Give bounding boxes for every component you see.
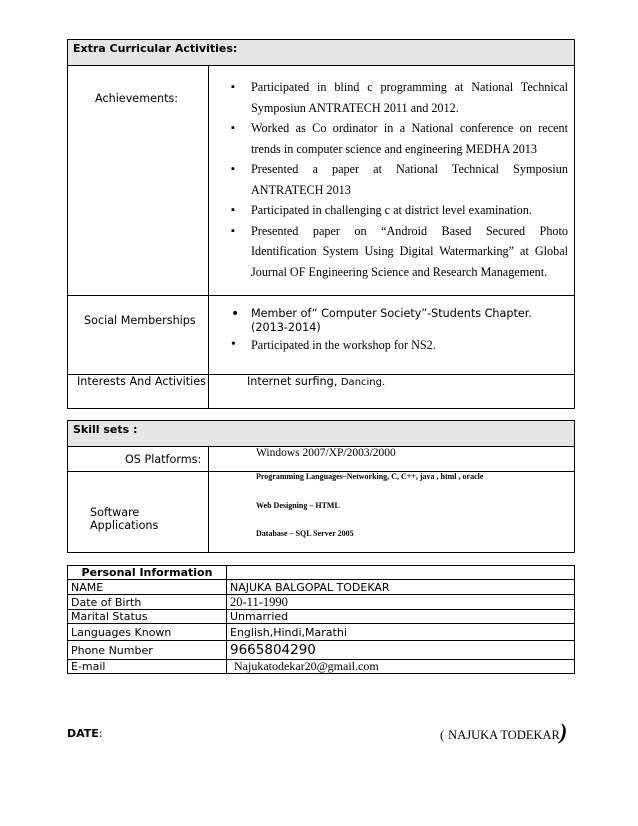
os-value-cell — [209, 447, 575, 472]
email-value[interactable]: Najukatodekar20@gmail.com — [227, 660, 575, 674]
interests-cell — [209, 375, 575, 409]
social-cell — [209, 296, 575, 375]
software-value-cell — [209, 472, 575, 553]
personal-info-heading-blank — [227, 566, 575, 580]
software-line: Web Designing – HTML — [256, 501, 340, 510]
signature-name: NAJUKA TODEKAR — [448, 728, 560, 742]
date-colon: : — [98, 727, 103, 740]
interests-text: Internet surfing, — [247, 375, 341, 388]
signature-close: ) — [559, 719, 568, 744]
software-line: Database – SQL Server 2005 — [256, 529, 354, 538]
software-label-cell — [68, 472, 209, 553]
os-label-cell — [68, 447, 209, 472]
personal-info-heading: Personal Information — [68, 566, 227, 580]
interests-label-cell — [68, 375, 209, 409]
achievement-item: ▪ Participated in challenging c at district level examination. — [209, 200, 574, 221]
achievements-label: Achievements: — [95, 92, 179, 105]
interests-text-2: Dancing. — [340, 377, 386, 388]
languages-value: English,Hindi,Marathi — [227, 624, 575, 641]
social-memberships-label: Social Memberships — [84, 314, 196, 327]
achievements-list — [209, 77, 574, 282]
os-platforms-value: Windows 2007/XP/2003/2000 — [256, 447, 396, 459]
achievements-label-cell — [68, 66, 209, 296]
personal-info-table — [67, 565, 575, 674]
name-value: NAJUKA BALGOPAL TODEKAR — [227, 580, 575, 595]
os-platforms-label: OS Platforms: — [125, 453, 202, 466]
software-line: Programming Languages–Networking, C, C++, java , html , oracle — [256, 472, 484, 481]
achievement-item: ▪ Presented paper on “Android Based Secured Photo Identification System Using Digital Watermarking” at Global Journal OF Engineering Science and Research Management. — [209, 221, 574, 283]
marital-status-value: Unmarried — [227, 610, 575, 624]
skill-sets-table — [67, 420, 575, 553]
signature-open: ( — [440, 728, 445, 742]
phone-value: 9665804290 — [227, 641, 575, 660]
interests-value — [247, 375, 385, 388]
languages-label: Languages Known — [68, 624, 227, 641]
social-list — [209, 307, 574, 353]
date-line — [67, 727, 103, 740]
software-applications-label: Software Applications — [90, 506, 159, 532]
extra-curricular-heading: Extra Curricular Activities: — [68, 40, 575, 66]
achievement-item: ▪ Presented a paper at National Technical Symposiun ANTRATECH 2013 — [209, 159, 574, 200]
email-label: E-mail — [68, 660, 227, 674]
achievement-item: ▪ Participated in blind c programming at National Technical Symposiun ANTRATECH 2011 and 2012. — [209, 77, 574, 118]
social-label-cell — [68, 296, 209, 375]
date-label: DATE — [67, 727, 99, 740]
achievements-cell — [209, 66, 575, 296]
phone-label: Phone Number — [68, 641, 227, 660]
interests-label: Interests And Activities — [77, 375, 206, 388]
signature-line — [440, 719, 568, 744]
extra-curricular-table — [67, 39, 575, 409]
social-item: • Participated in the workshop for NS2. — [209, 337, 574, 353]
skill-sets-heading: Skill sets : — [68, 421, 575, 447]
dob-value: 20-11-1990 — [227, 595, 575, 610]
dob-label: Date of Birth — [68, 595, 227, 610]
marital-status-label: Marital Status — [68, 610, 227, 624]
achievement-item: ▪ Worked as Co ordinator in a National conference on recent trends in computer science and engineering MEDHA 2013 — [209, 118, 574, 159]
name-label: NAME — [68, 580, 227, 595]
social-item: • Member of“ Computer Society”-Students Chapter.(2013-2014) — [209, 307, 574, 335]
